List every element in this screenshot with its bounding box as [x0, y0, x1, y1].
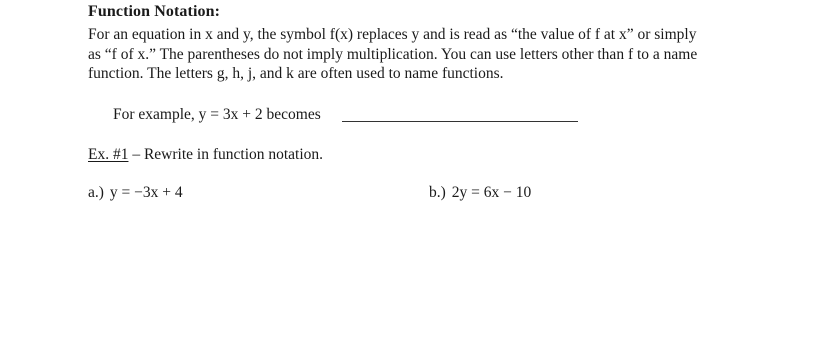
example-prompt: For example, y = 3x + 2 becomes — [113, 106, 321, 123]
problem-a — [88, 184, 183, 202]
problem-a-label: a.) — [88, 184, 104, 201]
definition-paragraph — [88, 25, 768, 84]
exercise-number: Ex. #1 — [88, 146, 129, 163]
problem-b — [429, 184, 531, 202]
exercise-heading — [88, 146, 323, 164]
answer-blank-line — [342, 121, 578, 122]
paragraph-line-3: function. The letters g, h, j, and k are often used to name functions. — [88, 65, 504, 82]
section-heading: Function Notation: — [88, 3, 221, 20]
problem-b-equation: 2y = 6x − 10 — [451, 184, 532, 201]
problem-a-equation: y = −3x + 4 — [109, 184, 183, 201]
paragraph-line-1: For an equation in x and y, the symbol f(x) replaces y and is read as “the value of f at x” or simply — [88, 26, 697, 43]
exercise-instruction: – Rewrite in function notation. — [128, 146, 324, 163]
paragraph-line-2: as “f of x.” The parentheses do not imply multiplication. You can use letters other than f to a name — [88, 45, 698, 63]
problem-b-label: b.) — [429, 184, 446, 201]
